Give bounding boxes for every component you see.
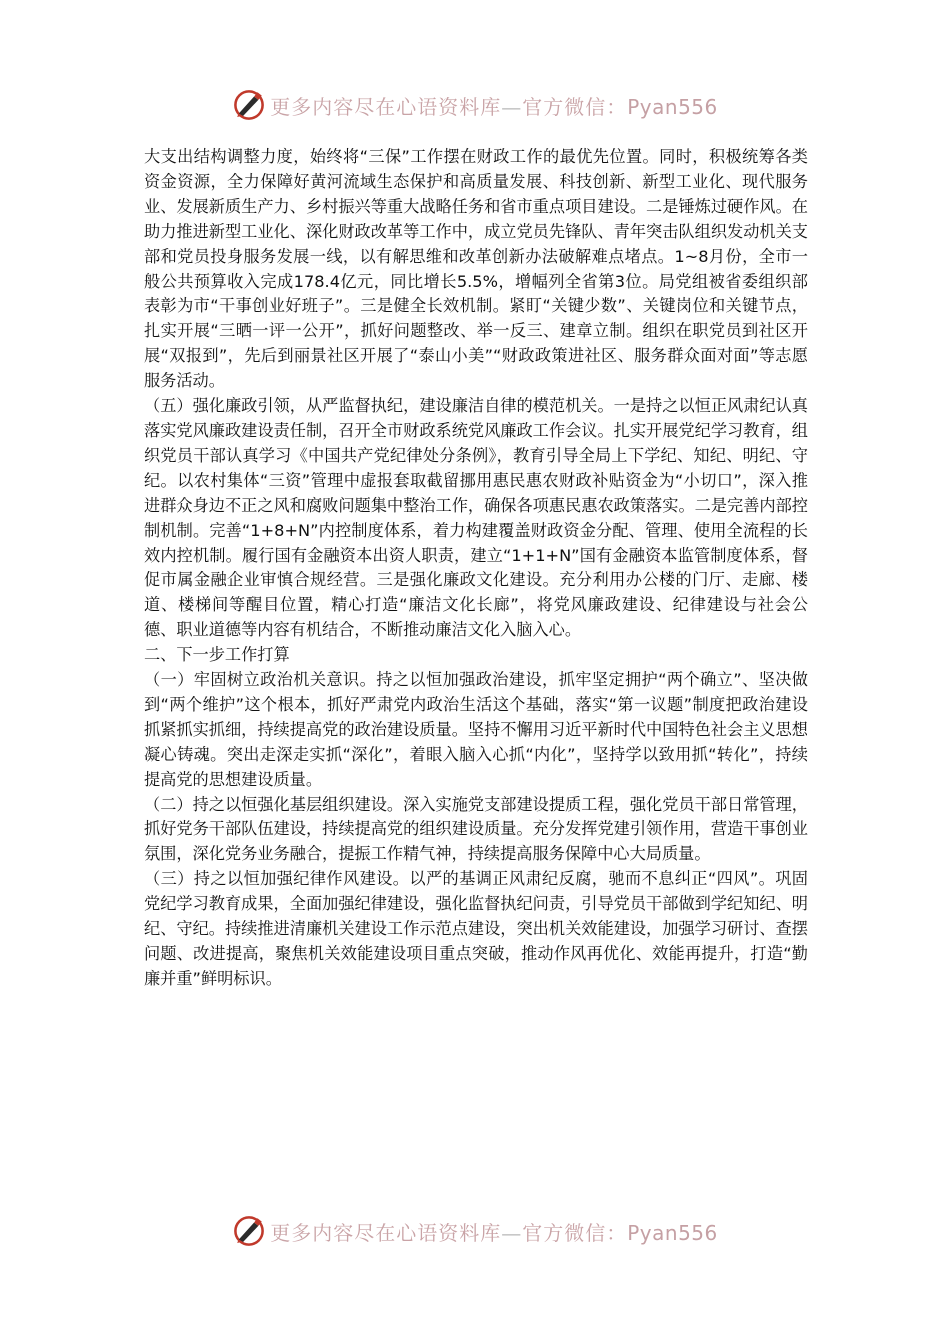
document-body — [144, 145, 808, 992]
watermark-contact: 官方微信： — [522, 1220, 628, 1245]
header-watermark — [0, 85, 950, 125]
pen-logo-icon — [232, 88, 266, 122]
paragraph-1: 大支出结构调整力度，始终将“三保”工作摆在财政工作的最优先位置。同时，积极统筹各类资金资源，全力保障好黄河流域生态保护和高质量发展、科技创新、新型工业化、现代服务业、发展新质生产力、乡村振兴等重大战略任务和省市重点项目建设。二是锤炼过硬作风。在助力推进新型工业化、深化财政改革等工作中，成立党员先锋队、青年突击队组织发动机关支部和党员投身服务发展一线，以有解思维和改革创新办法破解难点堵点。1~8月份，全市一般公共预算收入完成178.4亿元，同比增长5.5%，增幅列全省第3位。局党组被省委组织部表彰为市“干事创业好班子”。三是健全长效机制。紧盯“关键少数”、关键岗位和关键节点，扎实开展“三晒一评一公开”，抓好问题整改、举一反三、建章立制。组织在职党员到社区开展“双报到”，先后到丽景社区开展了“泰山小美”“财政政策进社区、服务群众面对面”等志愿服务活动。 — [144, 147, 808, 391]
watermark-separator: — — [501, 94, 523, 119]
watermark-id: Pyan556 — [627, 1220, 718, 1245]
section-heading: 二、下一步工作打算 — [144, 645, 290, 665]
watermark-text: 更多内容尽在心语资料库 — [270, 1220, 502, 1245]
watermark-separator: — — [501, 1220, 523, 1245]
watermark-contact: 官方微信： — [522, 94, 628, 119]
footer-watermark — [0, 1211, 950, 1251]
paragraph-3: （一）牢固树立政治机关意识。持之以恒加强政治建设，抓牢坚定拥护“两个确立”、坚决做到“两个维护”这个根本，抓好严肃党内政治生活这个基础，落实“第一议题”制度把政治建设抓紧抓实抓细，持续提高党的政治建设质量。坚持不懈用习近平新时代中国特色社会主义思想凝心铸魂。突出走深走实抓“深化”，着眼入脑入心抓“内化”，坚持学以致用抓“转化”，持续提高党的思想建设质量。 — [144, 670, 808, 789]
pen-logo-icon — [232, 1214, 266, 1248]
paragraph-4: （二）持之以恒强化基层组织建设。深入实施党支部建设提质工程，强化党员干部日常管理，抓好党务干部队伍建设，持续提高党的组织建设质量。充分发挥党建引领作用，营造干事创业氛围，深化党务业务融合，提振工作精气神，持续提高服务保障中心大局质量。 — [144, 794, 808, 864]
paragraph-2: （五）强化廉政引领，从严监督执纪，建设廉洁自律的模范机关。一是持之以恒正风肃纪认真落实党风廉政建设责任制，召开全市财政系统党风廉政工作会议。扎实开展党纪学习教育，组织党员干部认真学习《中国共产党纪律处分条例》，教育引导全局上下学纪、知纪、明纪、守纪。以农村集体“三资”管理中虚报套取截留挪用惠民惠农财政补贴资金为“小切口”，深入推进群众身边不正之风和腐败问题集中整治工作，确保各项惠民惠农政策落实。二是完善内部控制机制。完善“1+8+N”内控制度体系，着力构建覆盖财政资金分配、管理、使用全流程的长效内控机制。履行国有金融资本出资人职责，建立“1+1+N”国有金融资本监管制度体系，督促市属金融企业审慎合规经营。三是强化廉政文化建设。充分利用办公楼的门厅、走廊、楼道、楼梯间等醒目位置，精心打造“廉洁文化长廊”，将党风廉政建设、纪律建设与社会公德、职业道德等内容有机结合，不断推动廉洁文化入脑入心。 — [144, 396, 808, 640]
watermark-text: 更多内容尽在心语资料库 — [270, 94, 502, 119]
watermark-id: Pyan556 — [627, 94, 718, 119]
paragraph-5: （三）持之以恒加强纪律作风建设。以严的基调正风肃纪反腐，驰而不息纠正“四风”。巩固党纪学习教育成果，全面加强纪律建设，强化监督执纪问责，引导党员干部做到学纪知纪、明纪、守纪。持续推进清廉机关建设工作示范点建设，突出机关效能建设，加强学习研讨、查摆问题、改进提高，聚焦机关效能建设项目重点突破，推动作风再优化、效能再提升，打造“勤廉并重”鲜明标识。 — [144, 869, 808, 988]
